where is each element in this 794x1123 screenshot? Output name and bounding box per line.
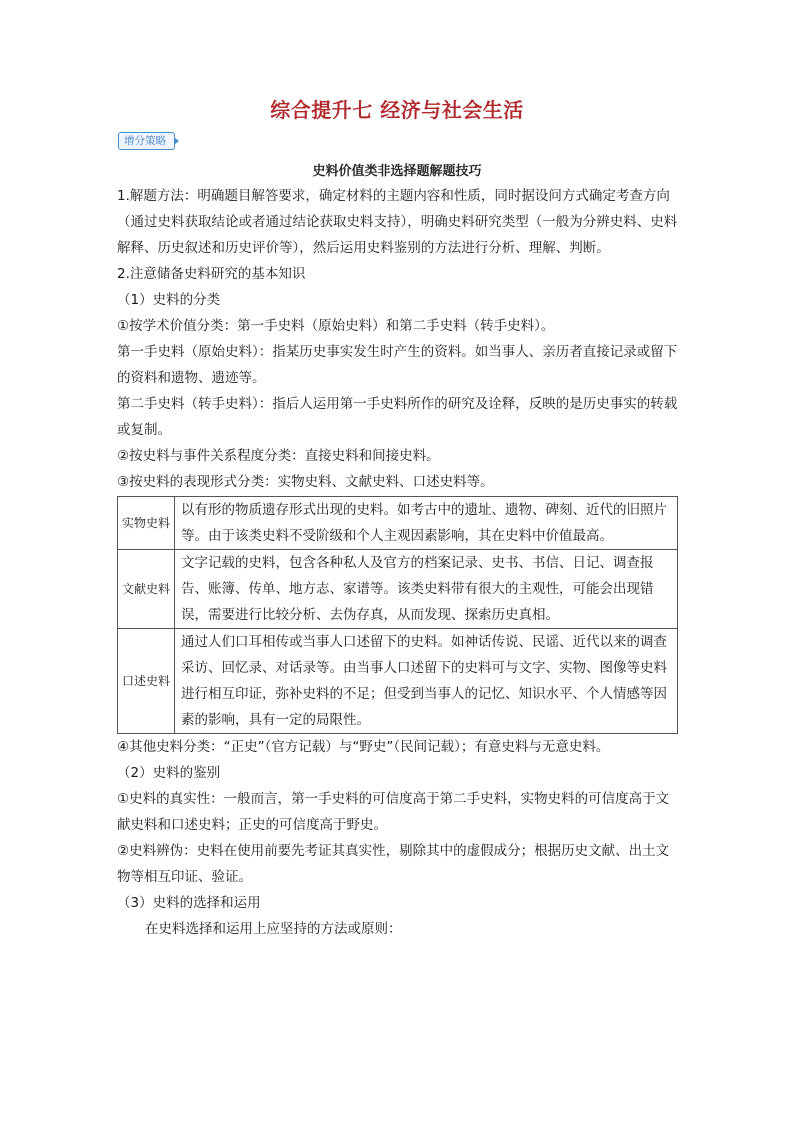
table-row [118, 550, 678, 629]
main-content [117, 183, 679, 942]
paragraph-knowledge: 2.注意储备史料研究的基本知识 [117, 266, 306, 282]
table-row-text: 文字记载的史料，包含各种私人及官方的档案记录、史书、书信、日记、调查报告、账簿、传单、地方志、家谱等。该类史料带有很大的主观性，可能会出现错误，需要进行比较分析、去伪存真，从而发现、探索历史真相。 [175, 550, 678, 629]
source-type-table [117, 496, 678, 734]
paragraph-academic-value: ①按学术价值分类：第一手史料（原始史料）和第二手史料（转手史料）。 [117, 318, 555, 334]
paragraph-second-hand: 第二手史料（转手史料）：指后人运用第一手史料所作的研究及诠释，反映的是历史事实的转载或复制。 [117, 396, 678, 438]
paragraph-selection-heading: （3）史料的选择和运用 [117, 895, 261, 911]
table-row-text: 以有形的物质遗存形式出现的史料。如考古中的遗址、遗物、碑刻、近代的旧照片等。由于该类史料不受阶级和个人主观因素影响，其在史料中价值最高。 [175, 497, 678, 550]
paragraph-classification-heading: （1）史料的分类 [117, 292, 221, 308]
paragraph-method: 1.解题方法：明确题目解答要求，确定材料的主题内容和性质，同时据设问方式确定考查方向（通过史料获取结论或者通过结论获取史料支持），明确史料研究类型（一般为分辨史料、史料解释、历史叙述和历史评价等），然后运用史料鉴别的方法进行分析、理解、判断。 [117, 188, 678, 256]
paragraph-principles: 在史料选择和运用上应坚持的方法或原则： [145, 921, 402, 937]
paragraph-forgery: ②史料辨伪：史料在使用前要先考证其真实性，剔除其中的虚假成分；根据历史文献、出土文物等相互印证、验证。 [117, 843, 670, 885]
table-row-text: 通过人们口耳相传或当事人口述留下的史料。如神话传说、民谣、近代以来的调查采访、回忆录、对话录等。由当事人口述留下的史料可与文字、实物、图像等史料进行相互印证，弥补史料的不足；但受到当事人的记忆、知识水平、个人情感等因素的影响，具有一定的局限性。 [175, 629, 678, 734]
strategy-badge: 增分策略 [118, 132, 175, 150]
table-row-label: 文献史料 [118, 550, 175, 629]
paragraph-other-types: ④其他史料分类：“正史”（官方记载）与“野史”（民间记载）；有意史料与无意史料。 [117, 739, 610, 755]
paragraph-first-hand: 第一手史料（原始史料）：指某历史事实发生时产生的资料。如当事人、亲历者直接记录或留下的资料和遗物、遗迹等。 [117, 344, 678, 386]
table-row-label: 实物史料 [118, 497, 175, 550]
paragraph-relation: ②按史料与事件关系程度分类：直接史料和间接史料。 [117, 448, 440, 464]
paragraph-form: ③按史料的表现形式分类：实物史料、文献史料、口述史料等。 [117, 474, 494, 490]
table-row-label: 口述史料 [118, 629, 175, 734]
page-title: 综合提升七 经济与社会生活 [270, 98, 524, 122]
paragraph-authenticity: ①史料的真实性：一般而言，第一手史料的可信度高于第二手史料，实物史料的可信度高于文献史料和口述史料；正史的可信度高于野史。 [117, 791, 670, 833]
table-row [118, 497, 678, 550]
paragraph-identification-heading: （2）史料的鉴别 [117, 765, 221, 781]
section-subtitle: 史料价值类非选择题解题技巧 [312, 164, 482, 179]
table-row [118, 629, 678, 734]
